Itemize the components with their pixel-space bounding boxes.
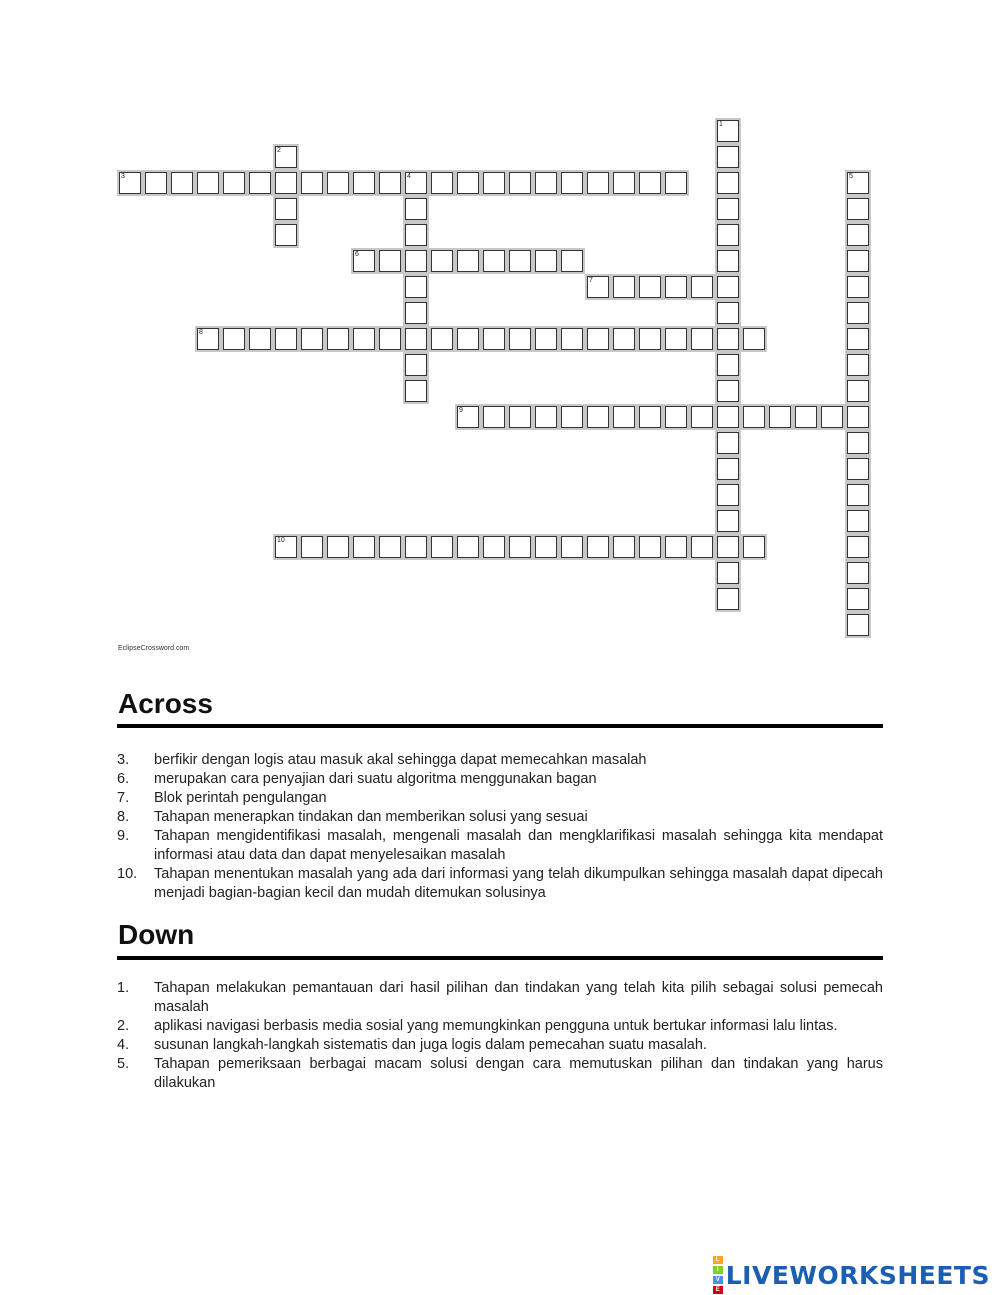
across-clue — [117, 827, 883, 865]
clue-text: Tahapan pemeriksaan berbagai macam solusi dengan cara memutuskan pilihan dan tindakan yang harus dilakukan — [154, 1056, 883, 1091]
across-divider — [117, 724, 883, 728]
crossword-cell[interactable] — [275, 224, 297, 246]
crossword-cell[interactable] — [847, 562, 869, 584]
crossword-cell[interactable] — [847, 198, 869, 220]
crossword-cell[interactable] — [535, 172, 557, 194]
across-clue — [117, 865, 883, 903]
clue-number: 4. — [117, 1037, 130, 1053]
crossword-cell[interactable] — [561, 250, 583, 272]
crossword-cell[interactable] — [847, 354, 869, 376]
crossword-cell[interactable] — [327, 172, 349, 194]
crossword-cell[interactable] — [457, 536, 479, 558]
crossword-cell[interactable] — [847, 536, 869, 558]
crossword-cell[interactable] — [431, 536, 453, 558]
crossword-cell[interactable] — [613, 328, 635, 350]
crossword-cell[interactable] — [717, 562, 739, 584]
down-clue — [117, 1036, 883, 1055]
clue-number: 8 — [199, 329, 203, 336]
crossword-cell[interactable] — [353, 172, 375, 194]
crossword-cell[interactable] — [665, 406, 687, 428]
crossword-cell[interactable] — [353, 250, 375, 272]
crossword-cell[interactable] — [483, 406, 505, 428]
crossword-cell[interactable] — [275, 328, 297, 350]
crossword-cell[interactable] — [457, 406, 479, 428]
crossword-cell[interactable] — [847, 484, 869, 506]
clue-number: 9 — [459, 407, 463, 414]
crossword-cell[interactable] — [639, 536, 661, 558]
crossword-cell[interactable] — [223, 172, 245, 194]
crossword-cell[interactable] — [613, 536, 635, 558]
crossword-cell[interactable] — [717, 380, 739, 402]
crossword-cell[interactable] — [353, 328, 375, 350]
crossword-cell[interactable] — [665, 536, 687, 558]
crossword-cell[interactable] — [171, 172, 193, 194]
crossword-cell[interactable] — [405, 380, 427, 402]
crossword-cell[interactable] — [717, 120, 739, 142]
crossword-cell[interactable] — [561, 406, 583, 428]
crossword-cell[interactable] — [405, 302, 427, 324]
crossword-cell[interactable] — [691, 328, 713, 350]
crossword-cell[interactable] — [535, 536, 557, 558]
crossword-cell[interactable] — [587, 172, 609, 194]
crossword-cell[interactable] — [691, 276, 713, 298]
crossword-cell[interactable] — [275, 198, 297, 220]
across-clue — [117, 808, 883, 827]
crossword-cell[interactable] — [327, 328, 349, 350]
crossword-cell[interactable] — [847, 406, 869, 428]
crossword-cell[interactable] — [379, 536, 401, 558]
clue-text: susunan langkah-langkah sistematis dan juga logis dalam pemecahan suatu masalah. — [154, 1037, 707, 1053]
crossword-cell[interactable] — [847, 458, 869, 480]
across-clue — [117, 789, 883, 808]
crossword-cell[interactable] — [301, 172, 323, 194]
crossword-cell[interactable] — [405, 198, 427, 220]
down-divider — [117, 956, 883, 960]
crossword-cell[interactable] — [561, 536, 583, 558]
crossword-cell[interactable] — [561, 328, 583, 350]
brand-icon-block: L — [713, 1256, 723, 1264]
crossword-cell[interactable] — [587, 406, 609, 428]
crossword-cell[interactable] — [717, 484, 739, 506]
crossword-cell[interactable] — [639, 328, 661, 350]
crossword-cell[interactable] — [405, 250, 427, 272]
crossword-cell[interactable] — [457, 328, 479, 350]
crossword-cell[interactable] — [483, 328, 505, 350]
crossword-cell[interactable] — [717, 328, 739, 350]
clue-text: Tahapan melakukan pemantauan dari hasil pilihan dan tindakan yang telah kita pilih sebagai solusi pemecah masalah — [154, 980, 883, 1015]
across-heading: Across — [118, 688, 213, 719]
crossword-cell[interactable] — [509, 406, 531, 428]
crossword-cell[interactable] — [847, 328, 869, 350]
crossword-cell[interactable] — [847, 432, 869, 454]
crossword-cell[interactable] — [717, 510, 739, 532]
crossword-cell[interactable] — [717, 302, 739, 324]
crossword-cell[interactable] — [847, 614, 869, 636]
clue-number: 10. — [117, 866, 138, 882]
crossword-cell[interactable] — [665, 276, 687, 298]
crossword-cell[interactable] — [275, 536, 297, 558]
crossword-cell[interactable] — [301, 536, 323, 558]
down-clue — [117, 979, 883, 1017]
brand-icon-block: V — [713, 1276, 723, 1284]
crossword-cell[interactable] — [535, 406, 557, 428]
clue-number: 7 — [589, 277, 593, 284]
crossword-cell[interactable] — [847, 302, 869, 324]
crossword-cell[interactable] — [717, 536, 739, 558]
crossword-cell[interactable] — [743, 406, 765, 428]
clue-text: Blok perintah pengulangan — [154, 790, 327, 806]
across-clue — [117, 770, 883, 789]
clue-text: Tahapan menentukan masalah yang ada dari informasi yang telah dikumpulkan sehingga masalah dapat dipecah menjadi bagian-bagian kecil dan mudah ditemukan solusinya — [154, 866, 883, 901]
crossword-cell[interactable] — [613, 406, 635, 428]
crossword-grid — [119, 120, 875, 644]
crossword-cell[interactable] — [665, 172, 687, 194]
crossword-cell[interactable] — [587, 536, 609, 558]
crossword-cell[interactable] — [691, 536, 713, 558]
clue-number: 10 — [277, 537, 285, 544]
crossword-cell[interactable] — [821, 406, 843, 428]
crossword-cell[interactable] — [717, 406, 739, 428]
brand-icon-block: I — [713, 1266, 723, 1274]
across-clue-list — [117, 751, 883, 903]
crossword-cell[interactable] — [717, 432, 739, 454]
crossword-cell[interactable] — [301, 328, 323, 350]
brand-icon-block: E — [713, 1286, 723, 1294]
crossword-cell[interactable] — [613, 276, 635, 298]
crossword-cell[interactable] — [431, 172, 453, 194]
down-clue — [117, 1017, 883, 1036]
crossword-cell[interactable] — [405, 172, 427, 194]
crossword-cell[interactable] — [509, 172, 531, 194]
crossword-cell[interactable] — [353, 536, 375, 558]
crossword-cell[interactable] — [717, 146, 739, 168]
crossword-cell[interactable] — [483, 172, 505, 194]
clue-number: 5 — [849, 173, 853, 180]
brand-text: LIVEWORKSHEETS — [725, 1260, 990, 1290]
liveworksheets-logo — [713, 1255, 990, 1295]
crossword-cell[interactable] — [717, 458, 739, 480]
crossword-cell[interactable] — [743, 536, 765, 558]
clue-number: 3 — [121, 173, 125, 180]
clue-number: 8. — [117, 809, 130, 825]
crossword-cell[interactable] — [717, 250, 739, 272]
crossword-cell[interactable] — [847, 588, 869, 610]
crossword-cell[interactable] — [535, 328, 557, 350]
clue-text: merupakan cara penyajian dari suatu algoritma menggunakan bagan — [154, 771, 597, 787]
across-clue — [117, 751, 883, 770]
crossword-cell[interactable] — [379, 328, 401, 350]
clue-number: 1 — [719, 121, 723, 128]
crossword-cell[interactable] — [275, 146, 297, 168]
clue-number: 2. — [117, 1018, 130, 1034]
clue-number: 7. — [117, 790, 130, 806]
crossword-cell[interactable] — [431, 250, 453, 272]
crossword-cell[interactable] — [717, 354, 739, 376]
down-clue — [117, 1055, 883, 1093]
liveworksheets-icon — [713, 1255, 723, 1295]
crossword-cell[interactable] — [405, 328, 427, 350]
crossword-cell[interactable] — [847, 250, 869, 272]
crossword-credit: EclipseCrossword.com — [118, 645, 190, 652]
crossword-cell[interactable] — [691, 406, 713, 428]
clue-number: 6. — [117, 771, 130, 787]
crossword-cell[interactable] — [405, 276, 427, 298]
crossword-cell[interactable] — [431, 328, 453, 350]
crossword-cell[interactable] — [197, 172, 219, 194]
crossword-cell[interactable] — [249, 328, 271, 350]
crossword-cell[interactable] — [379, 250, 401, 272]
crossword-cell[interactable] — [327, 536, 349, 558]
down-heading: Down — [118, 919, 195, 950]
crossword-cell[interactable] — [405, 354, 427, 376]
crossword-cell[interactable] — [847, 510, 869, 532]
crossword-cell[interactable] — [587, 328, 609, 350]
crossword-cell[interactable] — [613, 172, 635, 194]
crossword-cell[interactable] — [483, 250, 505, 272]
clue-number: 6 — [355, 251, 359, 258]
crossword-cell[interactable] — [587, 276, 609, 298]
crossword-cell[interactable] — [639, 406, 661, 428]
clue-number: 1. — [117, 980, 130, 996]
crossword-cell[interactable] — [249, 172, 271, 194]
down-clue-list — [117, 979, 883, 1093]
crossword-cell[interactable] — [119, 172, 141, 194]
clue-number: 5. — [117, 1056, 130, 1072]
crossword-cell[interactable] — [405, 224, 427, 246]
crossword-cell[interactable] — [717, 276, 739, 298]
crossword-cell[interactable] — [405, 536, 427, 558]
crossword-cell[interactable] — [847, 224, 869, 246]
crossword-cell[interactable] — [717, 588, 739, 610]
clue-text: Tahapan menerapkan tindakan dan memberikan solusi yang sesuai — [154, 809, 588, 825]
crossword-cell[interactable] — [509, 536, 531, 558]
crossword-cell[interactable] — [275, 172, 297, 194]
crossword-cell[interactable] — [847, 172, 869, 194]
crossword-cell[interactable] — [717, 172, 739, 194]
crossword-cell[interactable] — [457, 172, 479, 194]
crossword-cell[interactable] — [717, 224, 739, 246]
crossword-cell[interactable] — [639, 276, 661, 298]
crossword-cell[interactable] — [795, 406, 817, 428]
crossword-cell[interactable] — [561, 172, 583, 194]
crossword-cell[interactable] — [145, 172, 167, 194]
crossword-cell[interactable] — [197, 328, 219, 350]
crossword-cell[interactable] — [743, 328, 765, 350]
crossword-cell[interactable] — [847, 380, 869, 402]
crossword-cell[interactable] — [223, 328, 245, 350]
crossword-cell[interactable] — [717, 198, 739, 220]
crossword-cell[interactable] — [483, 536, 505, 558]
crossword-cell[interactable] — [379, 172, 401, 194]
clue-text: berfikir dengan logis atau masuk akal sehingga dapat memecahkan masalah — [154, 752, 647, 768]
crossword-cell[interactable] — [639, 172, 661, 194]
clue-text: aplikasi navigasi berbasis media sosial yang memungkinkan pengguna untuk bertukar informasi lalu lintas. — [154, 1018, 838, 1034]
crossword-cell[interactable] — [509, 328, 531, 350]
clue-number: 2 — [277, 147, 281, 154]
clue-number: 9. — [117, 828, 130, 844]
clue-number: 3. — [117, 752, 130, 768]
clue-number: 4 — [407, 173, 411, 180]
crossword-cell[interactable] — [847, 276, 869, 298]
crossword-cell[interactable] — [665, 328, 687, 350]
clue-text: Tahapan mengidentifikasi masalah, mengenali masalah dan mengklarifikasi masalah sehingga kita mendapat informasi atau data dan dapat menyelesaikan masalah — [154, 828, 883, 863]
crossword-cell[interactable] — [457, 250, 479, 272]
crossword-cell[interactable] — [535, 250, 557, 272]
crossword-cell[interactable] — [769, 406, 791, 428]
crossword-cell[interactable] — [509, 250, 531, 272]
